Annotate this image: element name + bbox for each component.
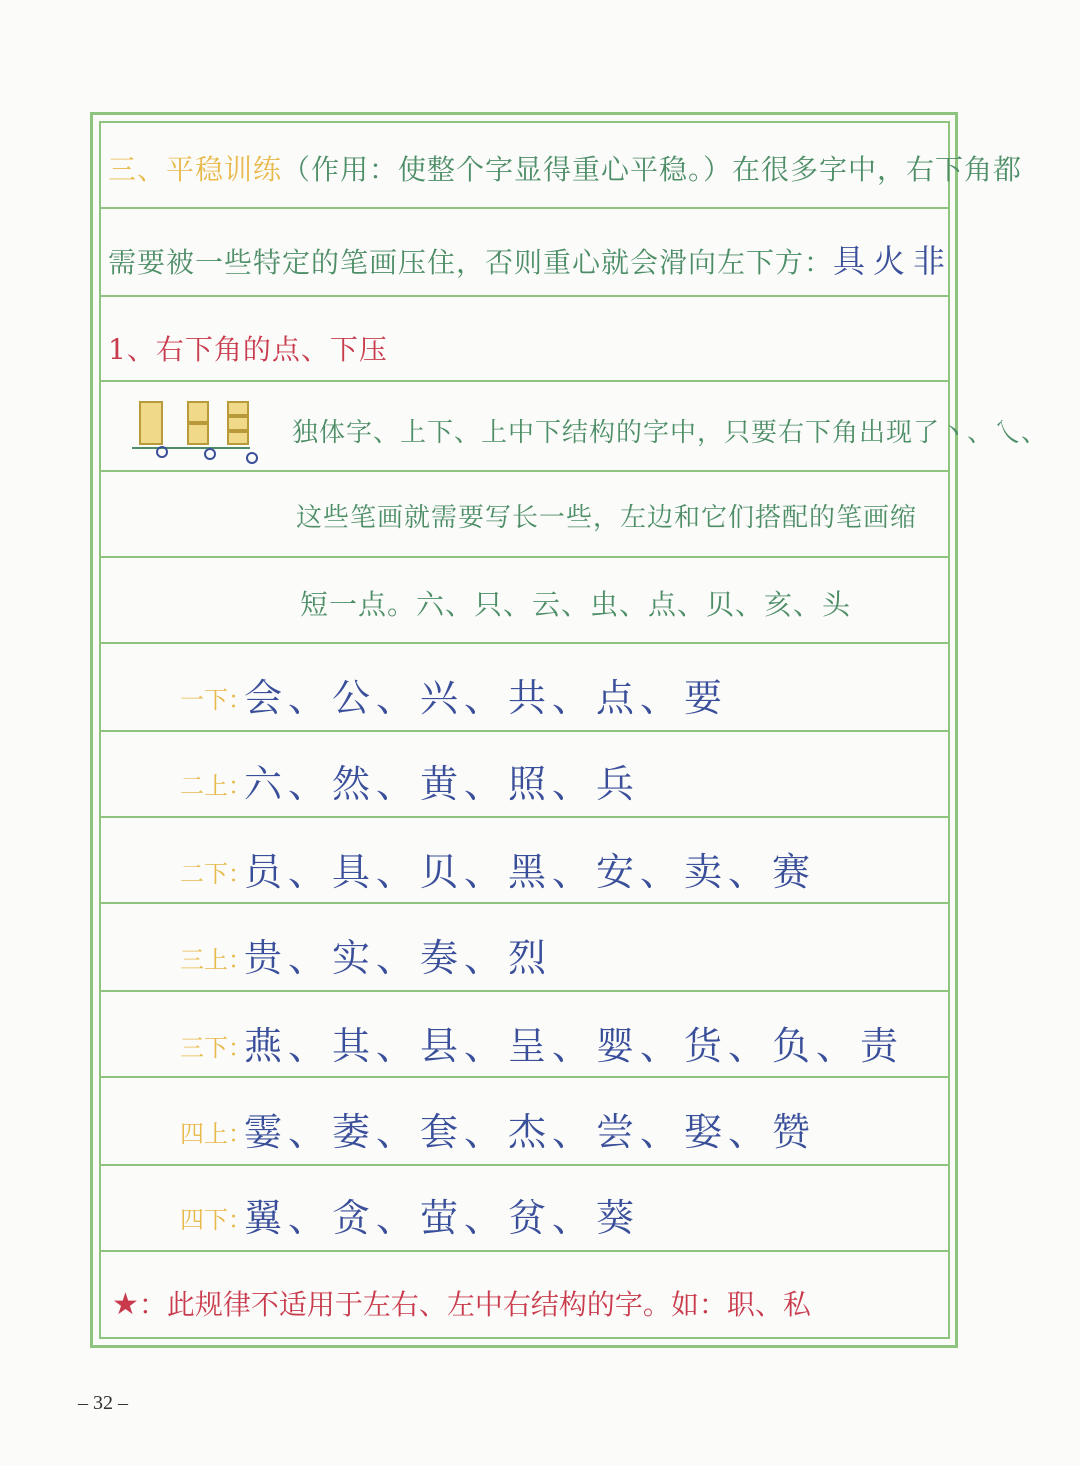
row-chars: 会、公、兴、共、点、要 bbox=[244, 676, 729, 720]
rule-line bbox=[99, 1250, 950, 1252]
rule-line bbox=[99, 207, 950, 209]
row-chars: 员、具、贝、黑、安、卖、赛 bbox=[244, 850, 817, 894]
subsection-desc-3: 短一点。六、只、云、虫、点、贝、亥、头 bbox=[300, 588, 852, 621]
note-text: ：此规律不适用于左右、左中右结构的字。如：职、私 bbox=[138, 1288, 811, 1321]
row-label: 四下： bbox=[180, 1206, 252, 1234]
rule-line bbox=[99, 1076, 950, 1078]
rule-line bbox=[99, 1164, 950, 1166]
rule-line bbox=[99, 816, 950, 818]
row-label: 三上： bbox=[180, 946, 252, 974]
structure-diagram-icon bbox=[130, 398, 260, 468]
section-intro-line-1 bbox=[108, 148, 1022, 188]
subsection-heading: 1、右下角的点、下压 bbox=[108, 333, 388, 366]
row-chars: 翼、贪、萤、贫、葵 bbox=[244, 1196, 641, 1240]
star-icon: ★ bbox=[112, 1287, 139, 1322]
rule-line bbox=[99, 990, 950, 992]
subsection-desc-2: 这些笔画就需要写长一些，左边和它们搭配的笔画缩 bbox=[296, 503, 918, 533]
intro-text-2: 需要被一些特定的笔画压住，否则重心就会滑向左下方： bbox=[108, 246, 834, 279]
rule-line bbox=[99, 470, 950, 472]
row-chars: 贵、实、奏、烈 bbox=[244, 936, 553, 980]
rule-note bbox=[112, 1283, 811, 1323]
row-label: 四上： bbox=[180, 1120, 252, 1148]
rule-line bbox=[99, 380, 950, 382]
row-label: 二上： bbox=[180, 772, 252, 800]
rule-line bbox=[99, 295, 950, 297]
intro-text-1: （作用：使整个字显得重心平稳。）在很多字中，右下角都 bbox=[282, 153, 1023, 186]
rule-line bbox=[99, 730, 950, 732]
row-label: 一下： bbox=[180, 686, 252, 714]
section-intro-line-2 bbox=[108, 236, 953, 282]
subsection-desc-1: 独体字、上下、上中下结构的字中，只要右下角出现了丶、乀、 bbox=[292, 418, 1049, 448]
row-label: 三下： bbox=[180, 1034, 252, 1062]
rule-line bbox=[99, 642, 950, 644]
row-chars: 霎、萎、套、杰、尝、娶、赞 bbox=[244, 1110, 817, 1154]
rule-line bbox=[99, 556, 950, 558]
page-number: – 32 – bbox=[78, 1392, 128, 1414]
intro-examples: 具火非 bbox=[833, 242, 954, 280]
row-chars: 燕、其、县、呈、婴、货、负、责 bbox=[244, 1024, 905, 1068]
row-label: 二下： bbox=[180, 860, 252, 888]
rule-line bbox=[99, 902, 950, 904]
section-heading: 三、平稳训练 bbox=[108, 153, 283, 186]
row-chars: 六、然、黄、照、兵 bbox=[244, 762, 641, 806]
